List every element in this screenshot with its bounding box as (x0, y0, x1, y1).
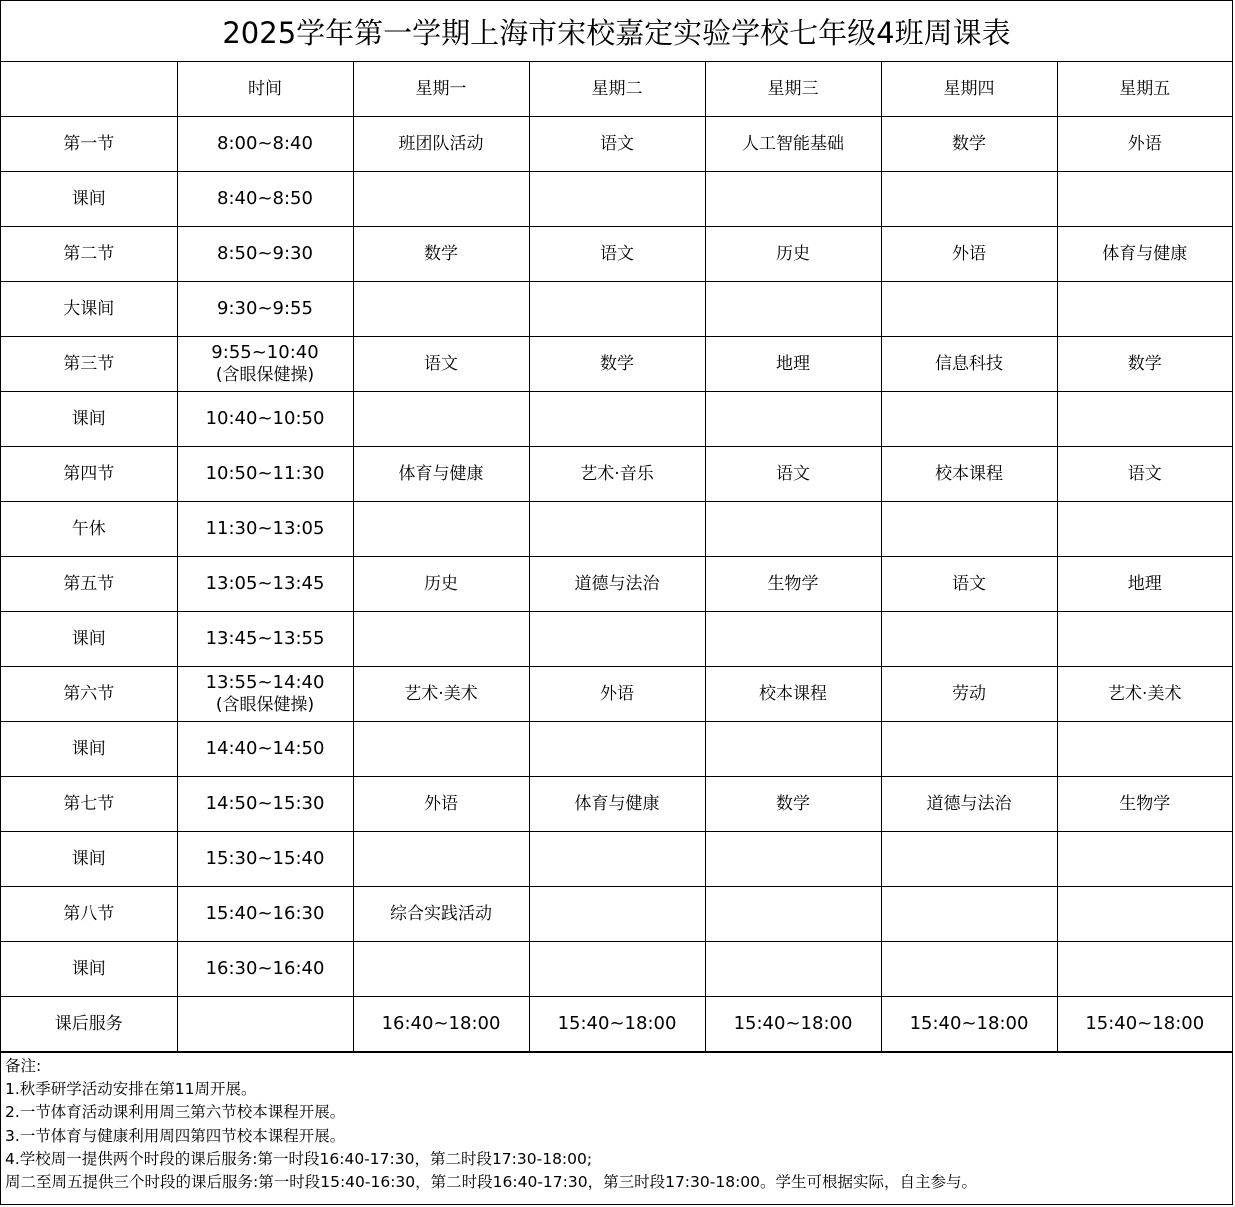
table-row (1, 832, 1232, 887)
table-row (1, 227, 1232, 282)
time-cell (177, 667, 353, 722)
subject-cell-wed (705, 502, 881, 557)
subject-cell-thu: 15:40~18:00 (881, 997, 1057, 1052)
header-cell-time: 时间 (177, 62, 353, 117)
subject-cell-mon: 数学 (353, 227, 529, 282)
period-cell: 第二节 (1, 227, 177, 282)
subject-cell-tue: 数学 (529, 337, 705, 392)
subject-cell-thu: 数学 (881, 117, 1057, 172)
subject-cell-wed (705, 942, 881, 997)
subject-cell-wed: 生物学 (705, 557, 881, 612)
subject-cell-thu: 劳动 (881, 667, 1057, 722)
timetable-body (1, 62, 1232, 1052)
subject-cell-tue (529, 172, 705, 227)
subject-cell-wed (705, 722, 881, 777)
period-cell: 课间 (1, 942, 177, 997)
subject-cell-wed (705, 887, 881, 942)
subject-cell-wed: 历史 (705, 227, 881, 282)
subject-cell-thu (881, 172, 1057, 227)
subject-cell-thu (881, 887, 1057, 942)
subject-cell-wed (705, 612, 881, 667)
note-line: 2.一节体育活动课利用周三第六节校本课程开展。 (5, 1103, 346, 1122)
subject-cell-wed (705, 392, 881, 447)
subject-cell-thu (881, 612, 1057, 667)
subject-cell-fri: 艺术·美术 (1057, 667, 1232, 722)
header-cell-wed: 星期三 (705, 62, 881, 117)
page-title: 2025学年第一学期上海市宋校嘉定实验学校七年级4班周课表 (1, 1, 1232, 62)
subject-cell-thu: 信息科技 (881, 337, 1057, 392)
time-cell: 11:30~13:05 (177, 502, 353, 557)
subject-cell-thu: 外语 (881, 227, 1057, 282)
subject-cell-mon: 语文 (353, 337, 529, 392)
time-cell: 15:40~16:30 (177, 887, 353, 942)
period-cell: 第四节 (1, 447, 177, 502)
subject-cell-fri: 数学 (1057, 337, 1232, 392)
subject-cell-mon (353, 392, 529, 447)
time-range: 9:55~10:40 (211, 342, 319, 363)
subject-cell-wed: 地理 (705, 337, 881, 392)
subject-cell-thu (881, 502, 1057, 557)
period-cell: 课间 (1, 612, 177, 667)
subject-cell-wed (705, 832, 881, 887)
subject-cell-mon: 16:40~18:00 (353, 997, 529, 1052)
notes-section (1, 1052, 1232, 1206)
table-row (1, 337, 1232, 392)
subject-cell-fri (1057, 282, 1232, 337)
subject-cell-mon: 班团队活动 (353, 117, 529, 172)
timetable (1, 62, 1232, 1052)
time-cell: 15:30~15:40 (177, 832, 353, 887)
table-row (1, 117, 1232, 172)
period-cell: 午休 (1, 502, 177, 557)
subject-cell-tue (529, 942, 705, 997)
subject-cell-fri (1057, 392, 1232, 447)
note-line: 3.一节体育与健康利用周四第四节校本课程开展。 (5, 1126, 346, 1145)
period-cell: 大课间 (1, 282, 177, 337)
header-row (1, 62, 1232, 117)
subject-cell-wed: 数学 (705, 777, 881, 832)
subject-cell-thu (881, 392, 1057, 447)
subject-cell-tue (529, 722, 705, 777)
time-cell: 10:50~11:30 (177, 447, 353, 502)
subject-cell-fri (1057, 502, 1232, 557)
note-line: 1.秋季研学活动安排在第11周开展。 (5, 1080, 257, 1099)
subject-cell-fri: 15:40~18:00 (1057, 997, 1232, 1052)
subject-cell-thu (881, 722, 1057, 777)
subject-cell-thu: 校本课程 (881, 447, 1057, 502)
subject-cell-mon: 外语 (353, 777, 529, 832)
subject-cell-tue: 外语 (529, 667, 705, 722)
subject-cell-mon: 艺术·美术 (353, 667, 529, 722)
subject-cell-tue: 15:40~18:00 (529, 997, 705, 1052)
subject-cell-fri (1057, 942, 1232, 997)
table-row (1, 392, 1232, 447)
subject-cell-tue (529, 392, 705, 447)
subject-cell-fri: 外语 (1057, 117, 1232, 172)
header-cell-mon: 星期一 (353, 62, 529, 117)
subject-cell-mon: 综合实践活动 (353, 887, 529, 942)
time-cell (177, 337, 353, 392)
subject-cell-fri (1057, 887, 1232, 942)
subject-cell-wed (705, 282, 881, 337)
subject-cell-tue (529, 282, 705, 337)
subject-cell-fri (1057, 722, 1232, 777)
time-cell: 13:45~13:55 (177, 612, 353, 667)
time-cell: 8:00~8:40 (177, 117, 353, 172)
subject-cell-wed (705, 172, 881, 227)
note-line: 4.学校周一提供两个时段的课后服务:第一时段16:40-17:30，第二时段17:30-18:00; (5, 1149, 593, 1168)
table-row (1, 612, 1232, 667)
subject-cell-fri: 生物学 (1057, 777, 1232, 832)
table-row (1, 942, 1232, 997)
period-cell: 第七节 (1, 777, 177, 832)
subject-cell-mon (353, 172, 529, 227)
time-cell: 13:05~13:45 (177, 557, 353, 612)
time-cell: 9:30~9:55 (177, 282, 353, 337)
subject-cell-wed: 语文 (705, 447, 881, 502)
period-cell: 课间 (1, 392, 177, 447)
period-cell: 课间 (1, 172, 177, 227)
subject-cell-tue: 语文 (529, 227, 705, 282)
subject-cell-tue: 体育与健康 (529, 777, 705, 832)
header-cell-fri: 星期五 (1057, 62, 1232, 117)
subject-cell-thu (881, 832, 1057, 887)
subject-cell-mon: 历史 (353, 557, 529, 612)
subject-cell-tue: 艺术·音乐 (529, 447, 705, 502)
notes-heading: 备注: (5, 1057, 42, 1075)
subject-cell-wed: 人工智能基础 (705, 117, 881, 172)
table-row (1, 447, 1232, 502)
subject-cell-thu: 道德与法治 (881, 777, 1057, 832)
table-row (1, 282, 1232, 337)
time-cell (177, 997, 353, 1052)
subject-cell-fri: 体育与健康 (1057, 227, 1232, 282)
table-row (1, 887, 1232, 942)
subject-cell-wed: 15:40~18:00 (705, 997, 881, 1052)
subject-cell-mon (353, 832, 529, 887)
subject-cell-tue (529, 502, 705, 557)
header-cell-corner (1, 62, 177, 117)
subject-cell-thu (881, 942, 1057, 997)
subject-cell-mon: 体育与健康 (353, 447, 529, 502)
subject-cell-fri: 地理 (1057, 557, 1232, 612)
subject-cell-mon (353, 942, 529, 997)
subject-cell-tue (529, 887, 705, 942)
table-row (1, 557, 1232, 612)
period-cell: 课间 (1, 722, 177, 777)
subject-cell-fri (1057, 612, 1232, 667)
header-cell-thu: 星期四 (881, 62, 1057, 117)
subject-cell-mon (353, 502, 529, 557)
time-cell: 14:50~15:30 (177, 777, 353, 832)
subject-cell-mon (353, 282, 529, 337)
table-row (1, 667, 1232, 722)
period-cell: 第三节 (1, 337, 177, 392)
subject-cell-thu (881, 282, 1057, 337)
period-cell: 第八节 (1, 887, 177, 942)
time-cell: 8:50~9:30 (177, 227, 353, 282)
time-note: (含眼保健操) (215, 695, 315, 715)
subject-cell-fri (1057, 832, 1232, 887)
subject-cell-mon (353, 612, 529, 667)
subject-cell-thu: 语文 (881, 557, 1057, 612)
time-cell: 14:40~14:50 (177, 722, 353, 777)
note-line: 周二至周五提供三个时段的课后服务:第一时段15:40-16:30，第二时段16:40-17:30，第三时段17:30-18:00。学生可根据实际，自主参与。 (5, 1173, 978, 1192)
period-cell: 第六节 (1, 667, 177, 722)
table-row (1, 722, 1232, 777)
subject-cell-wed: 校本课程 (705, 667, 881, 722)
subject-cell-fri (1057, 172, 1232, 227)
subject-cell-fri: 语文 (1057, 447, 1232, 502)
period-cell: 课后服务 (1, 997, 177, 1052)
table-row (1, 172, 1232, 227)
period-cell: 课间 (1, 832, 177, 887)
time-cell: 8:40~8:50 (177, 172, 353, 227)
table-row (1, 777, 1232, 832)
table-row (1, 997, 1232, 1052)
time-cell: 10:40~10:50 (177, 392, 353, 447)
subject-cell-tue (529, 612, 705, 667)
period-cell: 第五节 (1, 557, 177, 612)
time-range: 13:55~14:40 (205, 672, 325, 693)
subject-cell-mon (353, 722, 529, 777)
header-cell-tue: 星期二 (529, 62, 705, 117)
time-cell: 16:30~16:40 (177, 942, 353, 997)
time-note: (含眼保健操) (215, 365, 315, 385)
subject-cell-tue: 道德与法治 (529, 557, 705, 612)
period-cell: 第一节 (1, 117, 177, 172)
subject-cell-tue: 语文 (529, 117, 705, 172)
subject-cell-tue (529, 832, 705, 887)
table-row (1, 502, 1232, 557)
